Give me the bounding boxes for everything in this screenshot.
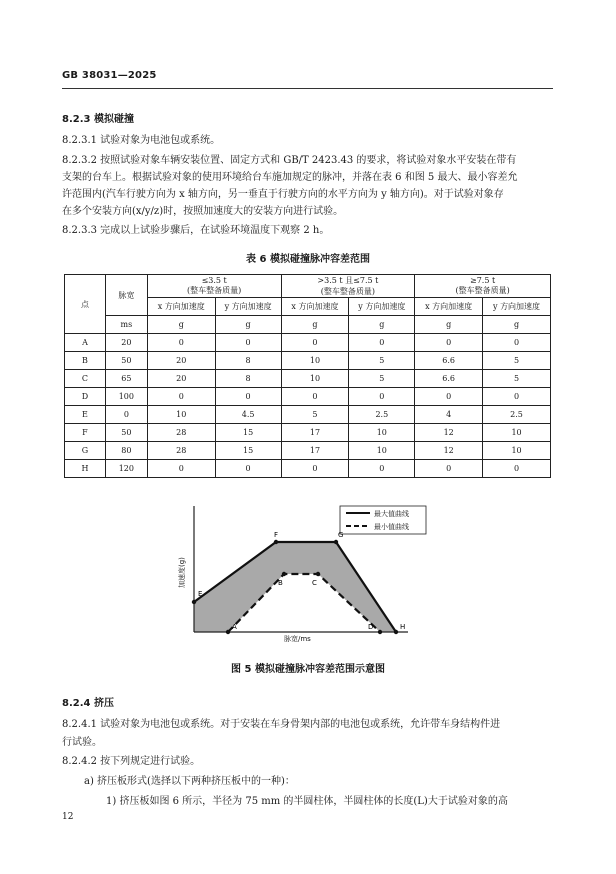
table-row	[65, 334, 551, 352]
cell: 10	[349, 442, 415, 460]
cell: G	[65, 442, 106, 460]
table-row	[65, 460, 551, 478]
header-x-accel: x 方向加速度	[147, 298, 215, 316]
cell: 28	[147, 442, 215, 460]
header-y-accel: y 方向加速度	[215, 298, 281, 316]
clause-8-2-4-1-line1: 8.2.4.1 试验对象为电池包或系统。对于安装在车身骨架内部的电池包或系统，允许带车身结构件进	[62, 719, 501, 730]
cell: 20	[147, 352, 215, 370]
point-marker-e	[192, 600, 196, 604]
unit-g: g	[349, 316, 415, 334]
unit-g: g	[415, 316, 483, 334]
cell: 0	[215, 334, 281, 352]
list-item-1: 1) 挤压板如图 6 所示，半径为 75 mm 的半圆柱体，半圆柱体的长度(L)大于试验对象的高	[106, 796, 508, 807]
cell: H	[65, 460, 106, 478]
table-row	[65, 406, 551, 424]
cell: C	[65, 370, 106, 388]
table-row	[65, 370, 551, 388]
clause-8-2-3-1: 8.2.3.1 试验对象为电池包或系统。	[62, 135, 221, 146]
group2-title: >3.5 t 且≤7.5 t	[317, 276, 379, 285]
cell: 28	[147, 424, 215, 442]
group2-sub: (整车整备质量)	[320, 287, 375, 296]
list-item-a: a) 挤压板形式(选择以下两种挤压板中的一种)：	[84, 776, 295, 787]
cell: 17	[281, 442, 349, 460]
header-x-accel: x 方向加速度	[415, 298, 483, 316]
cell: 50	[105, 424, 147, 442]
clause-8-2-4-2: 8.2.4.2 按下列规定进行试验。	[62, 756, 201, 767]
cell: 10	[483, 442, 551, 460]
cell: 80	[105, 442, 147, 460]
cell: 4	[415, 406, 483, 424]
header-y-accel: y 方向加速度	[483, 298, 551, 316]
cell: 2.5	[349, 406, 415, 424]
page-number: 12	[62, 812, 74, 822]
cell: 20	[147, 370, 215, 388]
point-marker-f	[274, 540, 278, 544]
group1-sub: (整车整备质量)	[187, 286, 242, 295]
group1-title: ≤3.5 t	[201, 276, 227, 285]
section-8-2-4-heading: 8.2.4 挤压	[62, 698, 114, 709]
cell: 12	[415, 424, 483, 442]
cell: 0	[483, 334, 551, 352]
figure5-caption: 图 5 模拟碰撞脉冲容差范围示意图	[231, 664, 385, 675]
header-x-accel: x 方向加速度	[281, 298, 349, 316]
table-row	[65, 352, 551, 370]
cell: F	[65, 424, 106, 442]
point-marker-a	[226, 630, 230, 634]
clause-8-2-4-1-line2: 行试验。	[62, 737, 102, 748]
cell: 0	[147, 460, 215, 478]
cell: 0	[415, 334, 483, 352]
cell: 50	[105, 352, 147, 370]
cell: 5	[483, 352, 551, 370]
cell: 120	[105, 460, 147, 478]
table6	[64, 274, 551, 478]
cell: 12	[415, 442, 483, 460]
figure5-diagram	[170, 502, 430, 642]
figure5-ylabel: 加速度(g)	[178, 557, 186, 588]
clause-8-2-3-2-line3: 许范围内(汽车行驶方向为 x 轴方向，另一垂直于行驶方向的水平方向为 y 轴方向)。对于试验对象存	[62, 189, 504, 200]
cell: 0	[415, 388, 483, 406]
table6-group3	[415, 275, 551, 298]
point-marker-g	[334, 540, 338, 544]
point-label-b: B	[278, 579, 283, 587]
point-marker-d	[378, 630, 382, 634]
cell: B	[65, 352, 106, 370]
group3-sub: (整车整备质量)	[455, 286, 510, 295]
point-label-c: C	[312, 579, 317, 587]
cell: 20	[105, 334, 147, 352]
cell: 5	[483, 370, 551, 388]
header-y-accel: y 方向加速度	[349, 298, 415, 316]
cell: 0	[105, 406, 147, 424]
table-row	[65, 388, 551, 406]
cell: 0	[215, 388, 281, 406]
cell: 5	[349, 352, 415, 370]
cell: 0	[215, 460, 281, 478]
table6-caption: 表 6 模拟碰撞脉冲容差范围	[246, 254, 370, 265]
cell: D	[65, 388, 106, 406]
point-marker-b	[282, 572, 286, 576]
cell: 6.6	[415, 352, 483, 370]
section-8-2-3-heading: 8.2.3 模拟碰撞	[62, 114, 134, 125]
cell: 5	[349, 370, 415, 388]
unit-g: g	[147, 316, 215, 334]
cell: 0	[147, 388, 215, 406]
table6-col-width: 脉宽	[105, 275, 147, 316]
header-rule	[62, 88, 553, 89]
cell: 5	[281, 406, 349, 424]
cell: 8	[215, 370, 281, 388]
table-row	[65, 424, 551, 442]
cell: 10	[147, 406, 215, 424]
point-label-g: G	[338, 531, 344, 539]
cell: 10	[281, 370, 349, 388]
unit-g: g	[215, 316, 281, 334]
cell: 0	[281, 334, 349, 352]
cell: E	[65, 406, 106, 424]
point-label-f: F	[274, 531, 279, 539]
point-label-e: E	[198, 590, 203, 598]
cell: 0	[147, 334, 215, 352]
point-marker-c	[316, 572, 320, 576]
cell: 10	[349, 424, 415, 442]
table6-col-point: 点	[65, 275, 106, 334]
cell: 0	[483, 388, 551, 406]
clause-8-2-3-2-line1: 8.2.3.2 按照试验对象车辆安装位置、固定方式和 GB/T 2423.43 的要求，将试验对象水平安装在带有	[62, 155, 517, 166]
clause-8-2-3-3: 8.2.3.3 完成以上试验步骤后，在试验环境温度下观察 2 h。	[62, 225, 330, 236]
legend-max-label: 最大值曲线	[374, 510, 409, 518]
cell: 6.6	[415, 370, 483, 388]
cell: 4.5	[215, 406, 281, 424]
cell: 0	[349, 460, 415, 478]
document-number: GB 38031—2025	[62, 70, 157, 81]
table6-group2	[281, 275, 415, 298]
cell: 100	[105, 388, 147, 406]
figure5-xlabel: 脉宽/ms	[284, 635, 311, 642]
cell: 0	[281, 460, 349, 478]
point-label-d: D	[368, 623, 374, 631]
cell: 8	[215, 352, 281, 370]
table6-group1	[147, 275, 281, 298]
clause-8-2-3-2-line4: 在多个安装方向(x/y/z)时，按照加速度大的安装方向进行试验。	[62, 206, 344, 217]
cell: 0	[483, 460, 551, 478]
cell: 17	[281, 424, 349, 442]
unit-g: g	[483, 316, 551, 334]
point-marker-h	[394, 630, 398, 634]
cell: 10	[281, 352, 349, 370]
point-label-a: A	[232, 623, 237, 631]
cell: 65	[105, 370, 147, 388]
cell: 15	[215, 442, 281, 460]
cell: 0	[415, 460, 483, 478]
clause-8-2-3-2-line2: 支架的台车上。根据试验对象的使用环境给台车施加规定的脉冲，并落在表 6 和图 5 最大、最小容差允	[62, 172, 518, 183]
cell: 15	[215, 424, 281, 442]
table-row	[65, 442, 551, 460]
cell: 2.5	[483, 406, 551, 424]
group3-title: ≥7.5 t	[470, 276, 496, 285]
cell: 0	[349, 334, 415, 352]
cell: A	[65, 334, 106, 352]
cell: 10	[483, 424, 551, 442]
cell: 0	[281, 388, 349, 406]
legend-min-label: 最小值曲线	[374, 523, 409, 531]
cell: 0	[349, 388, 415, 406]
table6-col-width-unit: ms	[105, 316, 147, 334]
point-label-h: H	[400, 623, 406, 631]
unit-g: g	[281, 316, 349, 334]
